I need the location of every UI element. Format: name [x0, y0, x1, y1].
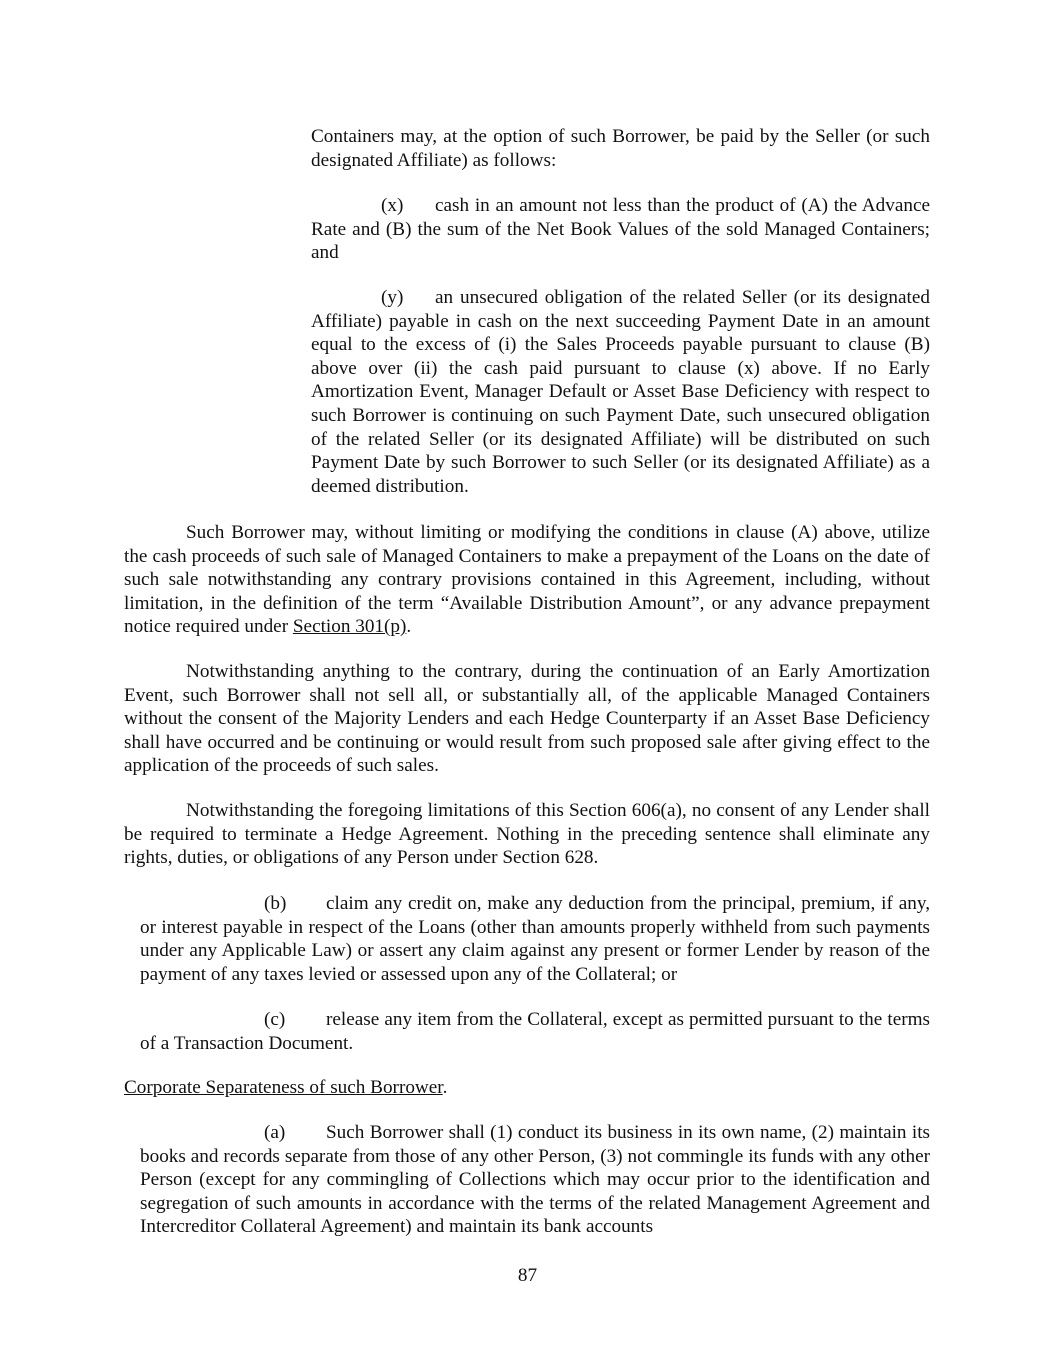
clause-x [311, 194, 930, 265]
clause-a-label: (a) [264, 1122, 286, 1143]
paragraph-borrower-prepayment: Such Borrower may, without limiting or modifying the conditions in clause (A) above, utilize the cash proceeds of such sale of Managed Containers to make a prepayment of the Loans on the date of such sale notwithstanding any contrary provisions contained in this Agreement, including, without limitation, in the definition of the term “Available Distribution Amount”, or any advance prepayment notice required under Section 301(p). [124, 522, 930, 638]
clause-a [140, 1121, 930, 1239]
page-number: 87 [517, 1265, 538, 1286]
clause-y-label: (y) [381, 287, 404, 308]
paragraph-notwithstanding-2: Notwithstanding the foregoing limitations of this Section 606(a), no consent of any Lender shall be required to terminate a Hedge Agreement. Nothing in the preceding sentence shall eliminate any rights, duties, or obligations of any Person under Section 628. [124, 800, 930, 869]
clause-b-text: claim any credit on, make any deduction from the principal, premium, if any, or interest payable in respect of the Loans (other than amounts properly withheld from such payments under any Applicable Law) or assert any claim against any present or former Lender by reason of the payment of any taxes levied or assessed upon any of the Collateral; or [140, 893, 930, 985]
clause-c-label: (c) [264, 1009, 286, 1030]
clause-b [140, 892, 930, 986]
paragraph-notwithstanding-1: Notwithstanding anything to the contrary, during the continuation of an Early Amortization Event, such Borrower shall not sell all, or substantially all, of the applicable Managed Containers without the consent of the Majority Lenders and each Hedge Counterparty if an Asset Base Deficiency shall have occurred and be continuing or would result from such proposed sale after giving effect to the application of the proceeds of such sales. [124, 661, 930, 777]
clause-x-text: cash in an amount not less than the product of (A) the Advance Rate and (B) the sum of the Net Book Values of the sold Managed Containers; and [311, 195, 930, 264]
paragraph-intro: Containers may, at the option of such Borrower, be paid by the Seller (or such designated Affiliate) as follows: [311, 126, 930, 171]
section-heading-text: Corporate Separateness of such Borrower [124, 1077, 443, 1098]
clause-b-label: (b) [264, 893, 287, 914]
section-reference-link[interactable]: Section 301(p) [292, 616, 407, 638]
clause-y-text: an unsecured obligation of the related Seller (or its designated Affiliate) payable in cash on the next succeeding Payment Date in an amount equal to the excess of (i) the Sales Proceeds payable pursuant to clause (B) above over (ii) the cash paid pursuant to clause (x) above. If no Early Amortization Event, Manager Default or Asset Base Deficiency with respect to such Borrower is continuing on such Payment Date, such unsecured obligation of the related Seller (or its designated Affiliate) will be distributed on such Payment Date by such Borrower to such Seller (or its designated Affiliate) as a deemed distribution. [311, 287, 930, 497]
clause-a-text: Such Borrower shall (1) conduct its business in its own name, (2) maintain its books and records separate from those of any other Person, (3) not commingle its funds with any other Person (except for any commingling of Collections which may occur prior to the identification and segregation of such amounts in accordance with the terms of the related Management Agreement and Intercreditor Collateral Agreement) and maintain its bank accounts [140, 1122, 930, 1238]
clause-y [311, 286, 930, 498]
clause-c-text: release any item from the Collateral, except as permitted pursuant to the terms of a Transaction Document. [140, 1009, 930, 1054]
clause-x-label: (x) [381, 195, 404, 216]
section-heading: Corporate Separateness of such Borrower. [124, 1077, 448, 1098]
clause-c [140, 1008, 930, 1055]
